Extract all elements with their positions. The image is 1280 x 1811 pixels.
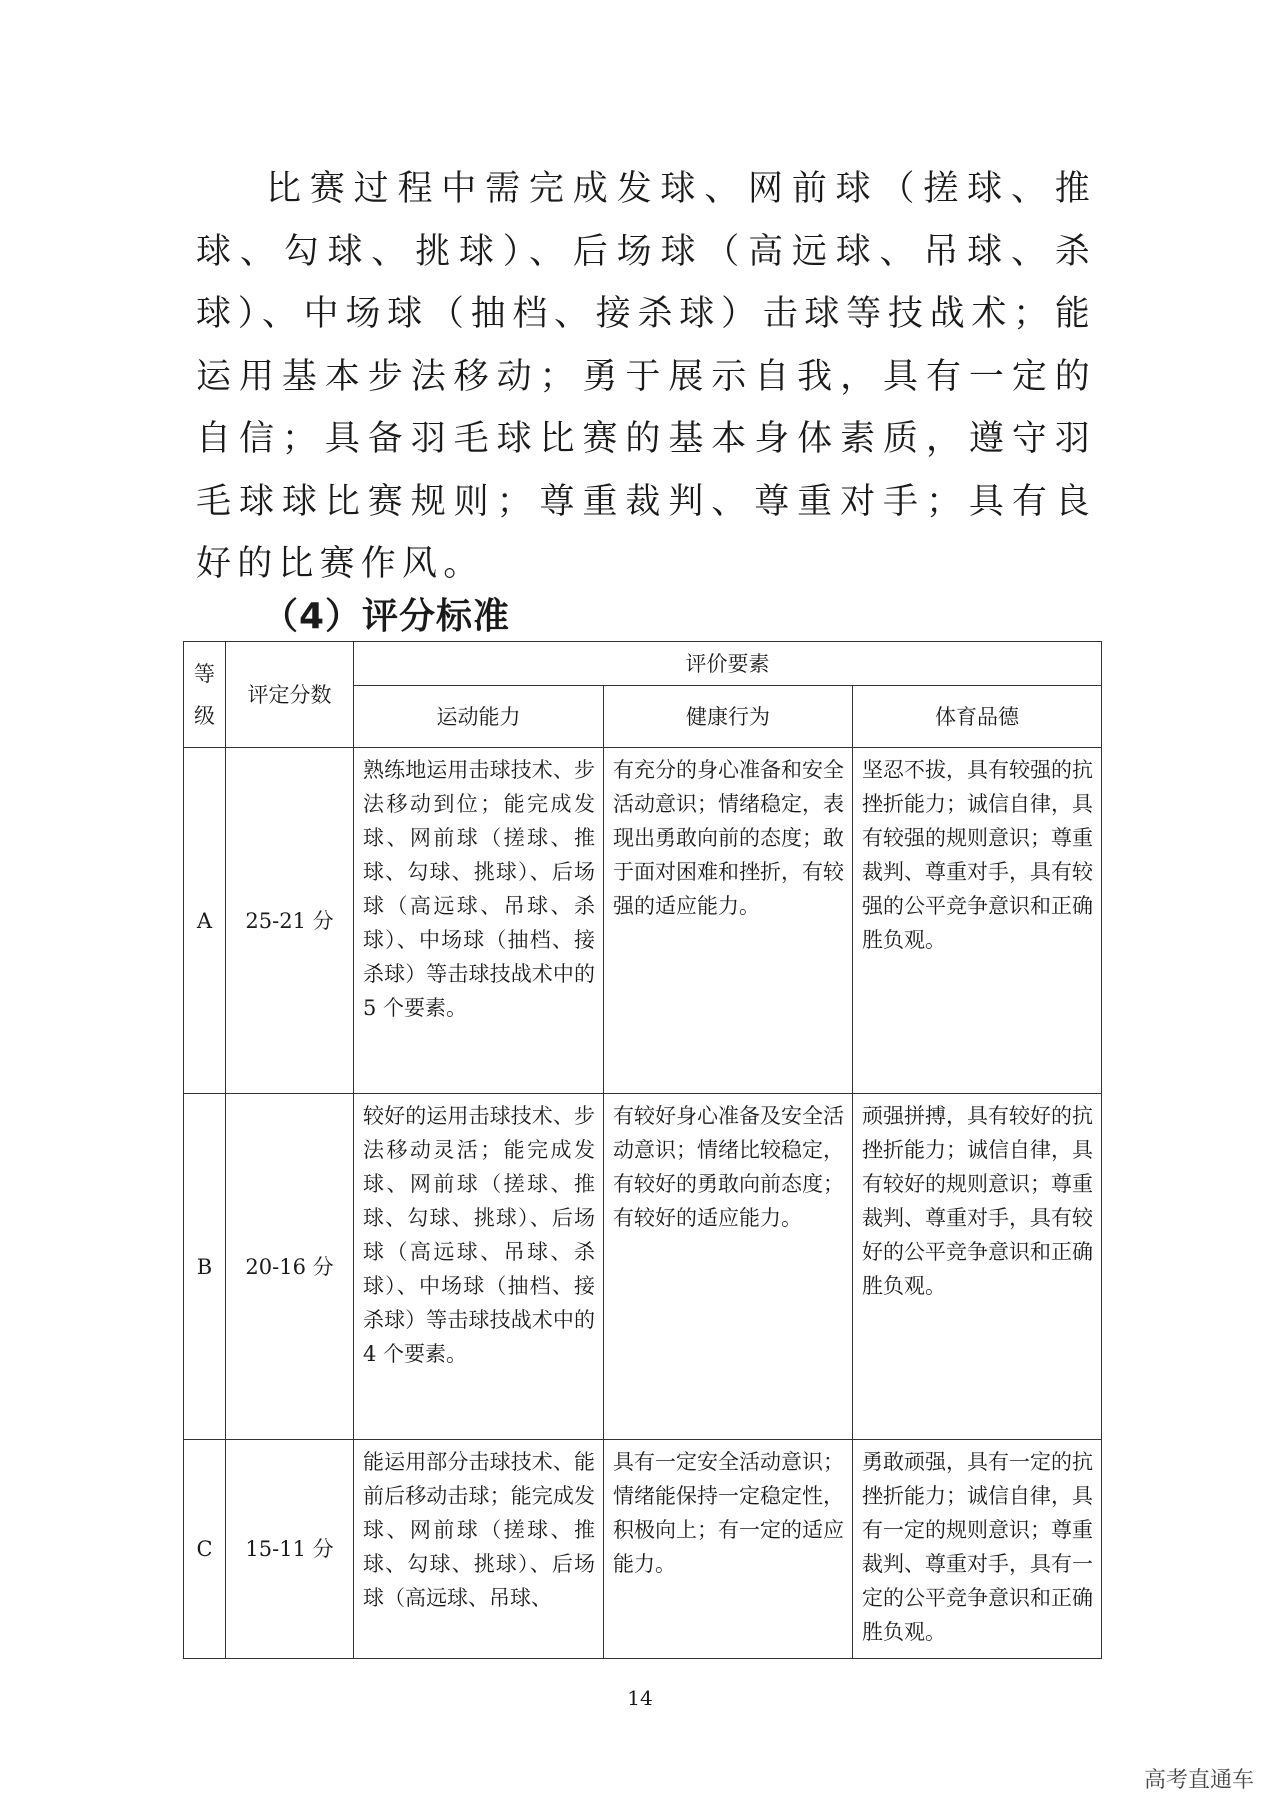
health-cell: 具有一定安全活动意识；情绪能保持一定稳定性，积极向上；有一定的适应能力。 — [604, 1440, 853, 1659]
ability-header: 运动能力 — [354, 686, 604, 748]
health-cell: 有较好身心准备及安全活动意识；情绪比较稳定，有较好的勇敢向前态度；有较好的适应能力。 — [604, 1094, 853, 1440]
score-cell: 15-11 分 — [226, 1440, 354, 1659]
section-heading: （4）评分标准 — [262, 596, 511, 637]
ethics-header: 体育品德 — [853, 686, 1102, 748]
ethics-cell: 坚忍不拔，具有较强的抗挫折能力；诚信自律，具有较强的规则意识；尊重裁判、尊重对手，具有较强的公平竞争意识和正确胜负观。 — [853, 748, 1102, 1094]
grade-header: 等级 — [184, 642, 226, 748]
grade-cell: A — [184, 748, 226, 1094]
scoring-table — [183, 641, 1102, 1659]
table-header-row — [184, 642, 1102, 686]
ability-cell: 熟练地运用击球技术、步法移动到位；能完成发球、网前球（搓球、推球、勾球、挑球）、后场球（高远球、吊球、杀球）、中场球（抽档、接杀球）等击球技战术中的 5 个要素。 — [354, 748, 604, 1094]
elements-header: 评价要素 — [354, 642, 1102, 686]
page-number: 14 — [627, 1686, 653, 1710]
body-paragraph: 比赛过程中需完成发球、网前球（搓球、推球、勾球、挑球）、后场球（高远球、吊球、杀球）、中场球（抽档、接杀球）击球等技战术；能运用基本步法移动；勇于展示自我，具有一定的自信；具备羽毛球比赛的基本身体素质，遵守羽毛球球比赛规则；尊重裁判、尊重对手；具有良好的比赛作风。 — [196, 169, 1096, 584]
health-cell: 有充分的身心准备和安全活动意识；情绪稳定，表现出勇敢向前的态度；敢于面对困难和挫折，有较强的适应能力。 — [604, 748, 853, 1094]
table-row — [184, 1440, 1102, 1659]
table-row — [184, 1094, 1102, 1440]
grade-cell: C — [184, 1440, 226, 1659]
grade-cell: B — [184, 1094, 226, 1440]
table-row — [184, 748, 1102, 1094]
watermark: 高考直通车 — [1143, 1768, 1254, 1793]
score-header: 评定分数 — [226, 642, 354, 748]
score-cell: 20-16 分 — [226, 1094, 354, 1440]
score-cell: 25-21 分 — [226, 748, 354, 1094]
ethics-cell: 顽强拼搏，具有较好的抗挫折能力；诚信自律，具有较好的规则意识；尊重裁判、尊重对手，具有较好的公平竞争意识和正确胜负观。 — [853, 1094, 1102, 1440]
ability-cell: 能运用部分击球技术、能前后移动击球；能完成发球、网前球（搓球、推球、勾球、挑球）、后场球（高远球、吊球、 — [354, 1440, 604, 1659]
ability-cell: 较好的运用击球技术、步法移动灵活；能完成发球、网前球（搓球、推球、勾球、挑球）、后场球（高远球、吊球、杀球）、中场球（抽档、接杀球）等击球技战术中的 4 个要素。 — [354, 1094, 604, 1440]
health-header: 健康行为 — [604, 686, 853, 748]
ethics-cell: 勇敢顽强，具有一定的抗挫折能力；诚信自律，具有一定的规则意识；尊重裁判、尊重对手，具有一定的公平竞争意识和正确胜负观。 — [853, 1440, 1102, 1659]
